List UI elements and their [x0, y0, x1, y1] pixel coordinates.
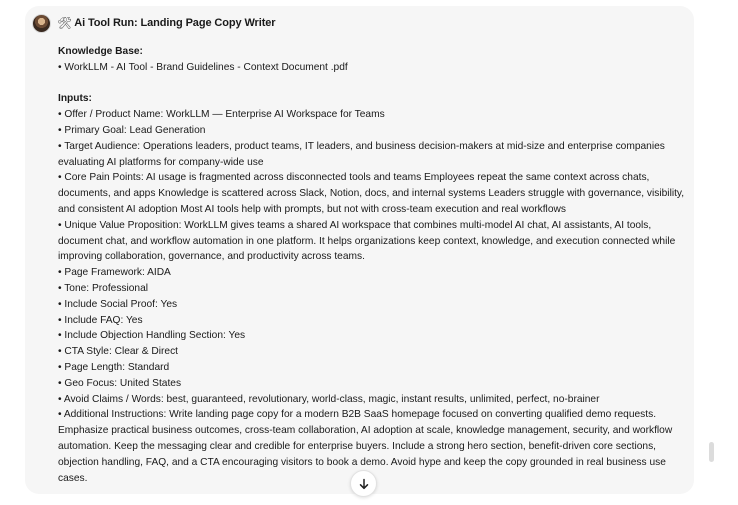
input-item-geo-focus: • Geo Focus: United States — [58, 376, 688, 392]
input-item-avoid-claims: • Avoid Claims / Words: best, guaranteed, revolutionary, world-class, magic, instant results, unlimited, perfect, no-brainer — [58, 392, 688, 408]
arrow-down-icon — [358, 478, 370, 490]
avatar[interactable] — [32, 14, 51, 33]
scroll-to-bottom-button[interactable] — [350, 470, 377, 497]
inputs-label: Inputs: — [58, 93, 92, 105]
input-item-tone: • Tone: Professional — [58, 281, 688, 297]
input-item-cta-style: • CTA Style: Clear & Direct — [58, 344, 688, 360]
spacer — [58, 76, 688, 92]
input-item-framework: • Page Framework: AIDA — [58, 265, 688, 281]
input-item-objection-handling: • Include Objection Handling Section: Yes — [58, 328, 688, 344]
input-item-offer: • Offer / Product Name: WorkLLM — Enterprise AI Workspace for Teams — [58, 107, 688, 123]
input-item-value-proposition: • Unique Value Proposition: WorkLLM gives teams a shared AI workspace that combines multi-model AI chat, AI assistants, AI tools, document chat, and workflow automation in one platform. It helps organizations keep context, knowledge, and execution connected while improving collaboration, governance, and productivity across teams. — [58, 218, 688, 265]
knowledge-base-item: • WorkLLM - AI Tool - Brand Guidelines - Context Document .pdf — [58, 60, 688, 76]
input-item-social-proof: • Include Social Proof: Yes — [58, 297, 688, 313]
input-item-audience: • Target Audience: Operations leaders, product teams, IT leaders, and business decision-makers at mid-size and enterprise companies evaluating AI platforms for company-wide use — [58, 139, 688, 171]
hammer-and-wrench-icon: 🛠 — [57, 16, 73, 30]
input-item-pain-points: • Core Pain Points: AI usage is fragmented across disconnected tools and teams Employees repeat the same context across chats, documents, and apps Knowledge is scattered across Slack, Notion, docs, and internal systems Leaders struggle with governance, visibility, and consistent AI adoption Most AI tools help with prompts, but not with cross-team execution and real workflows — [58, 170, 688, 217]
message-header — [32, 13, 275, 33]
input-item-page-length: • Page Length: Standard — [58, 360, 688, 376]
input-item-additional-instructions: • Additional Instructions: Write landing page copy for a modern B2B SaaS homepage focused on converting qualified demo requests. Emphasize practical business outcomes, cross-team collaboration, AI adoption at scale, knowledge management, security, and workflow automation. Keep the messaging clear and credible for enterprise buyers. Include a strong hero section, benefit-driven core sections, objection handling, FAQ, and a CTA encouraging visitors to book a demo. Avoid hype and keep the copy grounded in real business use cases. — [58, 407, 688, 486]
input-item-faq: • Include FAQ: Yes — [58, 313, 688, 329]
message-bubble — [25, 6, 694, 494]
knowledge-base-label: Knowledge Base: — [58, 46, 143, 57]
message-content — [58, 44, 688, 486]
message-title: Ai Tool Run: Landing Page Copy Writer — [74, 17, 276, 29]
scrollbar-thumb[interactable] — [709, 442, 714, 462]
input-item-goal: • Primary Goal: Lead Generation — [58, 123, 688, 139]
